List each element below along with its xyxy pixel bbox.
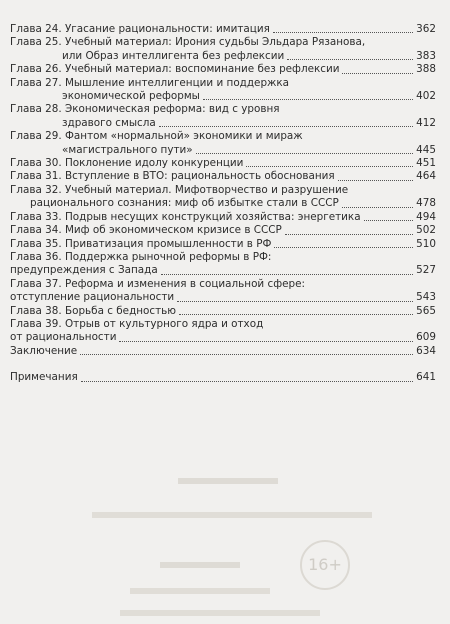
bleed-through-line xyxy=(92,512,372,518)
page-number: 641 xyxy=(416,371,436,384)
dot-leader xyxy=(159,126,413,127)
toc-entry xyxy=(10,345,436,358)
toc-entry xyxy=(10,251,436,278)
page-number: 383 xyxy=(416,49,436,62)
dot-leader xyxy=(203,99,413,100)
toc-title: Глава 31. Вступление в ВТО: рациональность обоснования xyxy=(10,170,335,183)
toc-entry xyxy=(10,77,436,104)
dot-leader xyxy=(285,234,413,235)
page-number: 634 xyxy=(416,344,436,357)
toc-title: Глава 39. Отрыв от культурного ядра и отход xyxy=(10,317,264,330)
toc-title-continuation: «магистрального пути» xyxy=(62,143,193,156)
page-number: 565 xyxy=(416,304,436,317)
toc-title: Глава 35. Приватизация промышленности в РФ xyxy=(10,237,272,250)
toc-title-continuation: рационального сознания: миф об избытке стали в СССР xyxy=(30,197,339,210)
toc-title: Глава 29. Фантом «нормальной» экономики и мираж xyxy=(10,130,303,143)
dot-leader xyxy=(119,341,413,342)
toc-title: Глава 36. Поддержка рыночной реформы в РФ: xyxy=(10,250,272,263)
toc-entry xyxy=(10,318,436,345)
toc-entry xyxy=(10,157,436,170)
page-number: 543 xyxy=(416,291,436,304)
page-number: 445 xyxy=(416,143,436,156)
dot-leader xyxy=(274,247,413,248)
dot-leader xyxy=(80,354,413,355)
dot-leader xyxy=(342,73,413,74)
toc-entry xyxy=(10,23,436,36)
bleed-through-line xyxy=(160,562,240,568)
toc-title: Глава 26. Учебный материал: воспоминание без рефлексии xyxy=(10,63,340,76)
toc-entry xyxy=(10,238,436,251)
page-number: 478 xyxy=(416,197,436,210)
toc-title: Глава 34. Миф об экономическом кризисе в СССР xyxy=(10,224,282,237)
dot-leader xyxy=(177,301,413,302)
toc-title: Глава 30. Поклонение идолу конкуренции xyxy=(10,157,244,170)
toc-title: Глава 33. Подрыв несущих конструкций хозяйства: энергетика xyxy=(10,210,361,223)
toc-title-continuation: от рациональности xyxy=(10,331,117,344)
toc-title-continuation: отступление рациональности xyxy=(10,291,175,304)
toc-entry xyxy=(10,170,436,183)
page-number: 464 xyxy=(416,170,436,183)
dot-leader xyxy=(342,207,413,208)
dot-leader xyxy=(364,220,414,221)
table-of-contents xyxy=(10,23,436,385)
toc-title: Глава 32. Учебный материал. Мифотворчество и разрушение xyxy=(10,183,349,196)
dot-leader xyxy=(246,166,413,167)
toc-title: Глава 24. Угасание рациональности: имитация xyxy=(10,23,270,35)
toc-title: Глава 37. Реформа и изменения в социальной сфере: xyxy=(10,277,305,290)
page-number: 502 xyxy=(416,224,436,237)
toc-title-continuation: экономической реформы xyxy=(62,90,200,103)
dot-leader xyxy=(81,381,413,382)
dot-leader xyxy=(161,274,413,275)
dot-leader xyxy=(338,180,414,181)
page-number: 494 xyxy=(416,210,436,223)
toc-title: Глава 28. Экономическая реформа: вид с уровня xyxy=(10,103,280,116)
toc-entry xyxy=(10,103,436,130)
age-rating-badge: 16+ xyxy=(300,540,350,590)
bleed-through-line xyxy=(178,478,278,484)
page-number: 451 xyxy=(416,157,436,170)
page-number: 388 xyxy=(416,63,436,76)
toc-title-continuation: здравого смысла xyxy=(62,116,156,129)
page-number: 362 xyxy=(416,23,436,35)
toc-entry xyxy=(10,371,436,384)
toc-entry xyxy=(10,224,436,237)
toc-title: Глава 27. Мышление интеллигенции и поддержка xyxy=(10,76,290,89)
bleed-through-line xyxy=(120,610,320,616)
page-number: 510 xyxy=(416,237,436,250)
toc-title-continuation: или Образ интеллигента без рефлексии xyxy=(62,49,285,62)
page-number: 402 xyxy=(416,90,436,103)
page-number: 609 xyxy=(416,331,436,344)
toc-entry xyxy=(10,305,436,318)
toc-title-continuation: предупреждения с Запада xyxy=(10,264,158,277)
page-number: 412 xyxy=(416,116,436,129)
toc-title: Заключение xyxy=(10,344,78,357)
toc-entry xyxy=(10,130,436,157)
page-number: 527 xyxy=(416,264,436,277)
toc-title: Глава 25. Учебный материал: Ирония судьбы Эльдара Рязанова, xyxy=(10,36,366,49)
toc-title: Глава 38. Борьба с бедностью xyxy=(10,304,177,317)
bleed-through-line xyxy=(130,588,270,594)
toc-entry xyxy=(10,36,436,63)
toc-title: Примечания xyxy=(10,371,78,384)
dot-leader xyxy=(273,32,413,33)
toc-entry xyxy=(10,278,436,305)
toc-entry xyxy=(10,184,436,211)
toc-entry xyxy=(10,211,436,224)
dot-leader xyxy=(179,314,413,315)
dot-leader xyxy=(196,153,414,154)
toc-entry xyxy=(10,63,436,76)
dot-leader xyxy=(287,59,413,60)
